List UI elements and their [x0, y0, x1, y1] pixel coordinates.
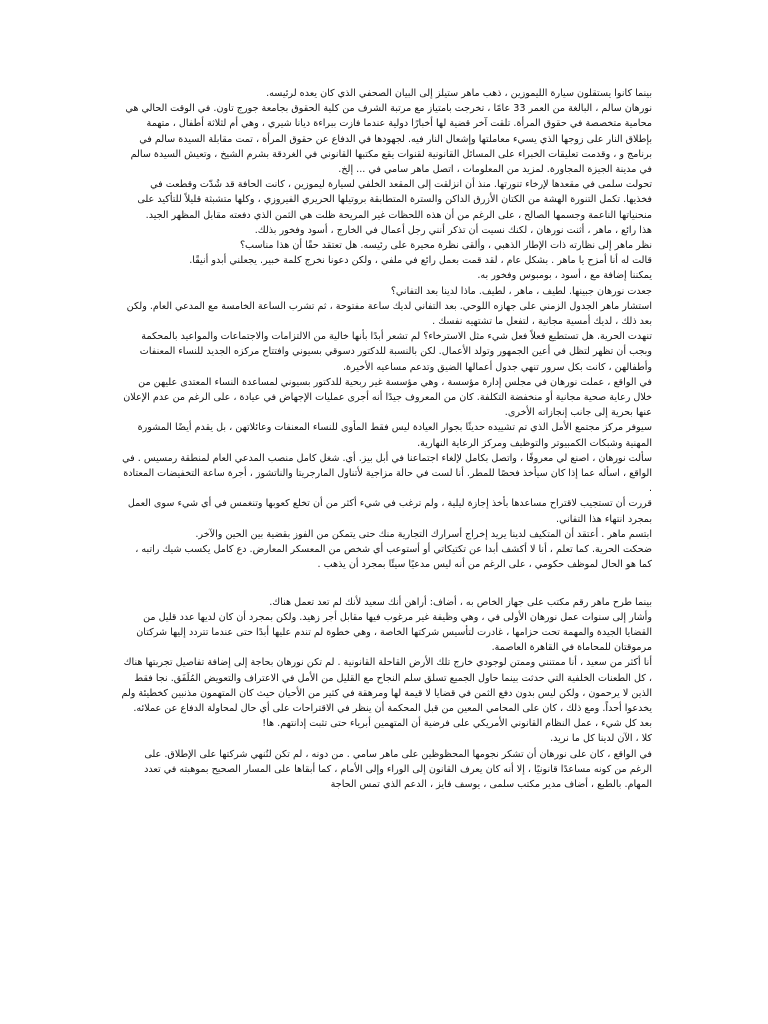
paragraph-all-we-want: كلا ، الآن لدينا كل ما نريد.: [550, 733, 652, 745]
paragraph-call-kamel: سألت نورهان ، اصنع لي معروفًا ، واتصل بكامل لإلغاء اجتماعنا في أبل بيز. أي. شغل كامل منصب المدعي العام لمنطقة رمسيس . في الواقع ، اسأله عما إذا كان سيأخذ فحصًا للمطر. أنا لست في حالة مزاجية لأتناول المارجريتا والناتشوز ، أجرة ساعة التخفيضات المعتادة .: [122, 452, 652, 495]
paragraph-schedule: استشار ماهر الجدول الزمني على جهازه اللوحي. بعد التفاني لديك ساعة مفتوحة ، ثم تشرب الساعة الخامسة مع المدعي العام. ولكن بعد ذلك ، لديك أمسية مجانية ، لتفعل ما تشتهيه نفسك .: [126, 300, 652, 328]
paragraph-after-dedication: جعدت نورهان جبينها. لطيف ، ماهر ، لطيف. ماذا لدينا بعد التفاني؟: [390, 285, 652, 297]
paragraph-maher-smiles: ابتسم ماهر . أعتقد أن المتكيف لدينا يريد إخراج أسرارك التجارية منك حتى يتمكن من الفوز بقضية بين الحين والآخر.: [195, 528, 652, 540]
paragraph-glasses: نظر ماهر إلى نظارته ذات الإطار الذهبي ، وألقى نظرة محيرة على رئيسه. هل تعتقد حقًا أن هذا مناسب؟: [239, 240, 652, 252]
paragraph-night-off: قررت أن تستجيب لاقتراح مساعدها بأخذ إجازة ليلية ، ولم ترغب في شيء أكثر من أن تخلع كعوبها وتنغمس في أي شيء سوى العمل بمجرد انتهاء هذا التفاني.: [127, 498, 652, 525]
paragraph-office-number: بينما طرح ماهر رقم مكتب على جهاز الخاص به ، أضاف: أراهن أنك سعيد لأنك لم تعد تعمل هناك.: [269, 596, 652, 608]
paragraph-expert: قالت له أنا أمزح يا ماهر . بشكل عام ، لقد قمت بعمل رائع في ملفي ، ولكن دعونا نخرج كلمة خبير. يجعلني أبدو أنيقًا.: [189, 255, 652, 267]
paragraph-hope-center: سيوفر مركز مجتمع الأمل الذي تم تشييده حديثًا بجوار العيادة ليس فقط المأوى للنساء المعنفات وعائلاتهن ، بل يقدم أيضًا المشورة المهنية وشبكات الكمبيوتر والتوظيف ومركز الرعاية النهارية.: [137, 422, 652, 449]
paragraph-wasteland: أنا أكثر من سعيد ، أنا ممتنني وممتن لوجودي خارج تلك الأرض القاحلة القانونية . لم تكن نورهان بحاجة إلى إضافة تفاصيل تجربتها هناك ، كل الطعنات الخلفية التي حدثت بينما حاول الجميع تسلق سلم النجاح مع القليل من الأمل في الاعتراف والتعويض المُلَفَق. نجا فقط الذين لا يرحمون ، ولكن ليس بدون دفع الثمن في قضايا لا قيمة لها ومرهقة في كثير من الأحيان حيث كان المتهمون مذنبين كخطيئة ولم يخدعوا أحداً. ومع ذلك ، كان على المحامي المعين من قبل المحكمة أن ينظر في الاقتراحات على أي حال لمحاولة الدفاع عن عملائه. بعد كل شيء ، عمل النظام القانوني الأمريكي على فرضية أن المتهمين أبرياء حتى تثبت إدانتهم. ها!: [121, 657, 652, 730]
paragraph-limousine-intro: بينما كانوا يستقلون سيارة الليموزين ، ذهب ماهر ستيلز إلى البيان الصحفي الذي كان يعده لرئيسه.: [266, 88, 652, 99]
paragraph-laugh: ضحكت الحرية. كما تعلم ، أنا لا أكشف أبدا عن تكتيكاتي أو أستوعب أي شخص من المعسكر المعارض. دع كامل يكسب شيك راتبه ، كما هو الحال لموظف حكومي ، على الرغم من أنه ليس مدعيًا سيئًا بمجرد أن يذهب .: [135, 544, 652, 571]
paragraph-foundation: في الواقع ، عملت نورهان في مجلس إدارة مؤسسة ، وهي مؤسسة غير ربحية للدكتور بسيوني لمساعدة النساء المعتدى عليهن من خلال رعاية صحية مجانية أو منخفضة التكلفة. كان من المعروف جيدًا أنه أجرى عمليات الإجهاض في عيادة ، على الرغم من عدم الإعلان عنها بحرية إلى جانب إنجازاته الأخرى.: [123, 376, 652, 419]
paragraph-business-joke: هذا رائع ، ماهر ، أثنت نورهان ، لكنك نسيت أن تذكر أنني رجل أعمال في الخارج ، أسود وفخور بذلك.: [254, 224, 652, 236]
paragraph-bio: نورهان سالم ، البالغة من العمر 33 عامًا ، تخرجت بامتياز مع مرتبة الشرف من كلية الحقوق بجامعة جورج تاون. في الوقت الحالي هي محامية متخصصة في حقوق المرأة. تلقت آخر قضية لها أخبارًا دولية عندما فازت ببراءة ديانا شيري ، وهي أم لثلاثة أطفال ، متهمة بإطلاق النار على زوجها الذي يسيء معاملتها وإشعال النار فيه. لجهودها في الدفاع عن حقوق المرأة ، تمت مقابلة السيدة سالم في برنامج و ، وقدمت تعليقات الخبراء على المسائل القانونية لقنوات يقع مكتبها القانوني في الغردقة بشرم الشيخ ، وتعيش السيدة سالم في مدينة الجيزة المجاورة. لمزيد من المعلومات ، اتصل ماهر سامي في ... إلخ.: [125, 103, 652, 176]
paragraph-relax: تنهدت الحرية. هل تستطيع فعلاً فعل شيء مثل الاسترخاء؟ لم تشعر أبدًا بأنها خالية من الالتزامات والاجتماعات والمواعيد بالمحكمة وبجب أن تظهر لتظل في أعين الجمهور وتولد الأعمال. لكن بالنسبة للدكتور دسوقي بسيوني وافتتاح مركزه الجديد للنساء المعنفات وأطفالهن ، كانت بكل سرور تنهي جدول أعمالها الضيق وتدعم مساعيه الأخيرة.: [139, 331, 652, 373]
paragraph-lucky-stars: في الواقع ، كان على نورهان أن تشكر نجومها المحظوظين على ماهر سامي . من دونه ، لم تكن لتُنهي شركتها على الإطلاق. على الرغم من كونه مساعدًا قانونيًا ، إلا أنه كان يعرف القانون إلى الوراء وإلى الأمام ، كما أبقاها على المسار الصحيح بموهبته في تعدد المهام. بالطبع ، أضاف مدير مكتب سلمى ، يوسف فايز ، الدعم الذي تمس الحاجة: [144, 748, 652, 790]
paragraph-early-years: وأشار إلى سنوات عمل نورهان الأولى في ، وهي وظيفة غير مرغوب فيها مقابل أجر زهيد. ولكن بمجرد أن كان لديها عدد قليل من القضايا الجيدة والمهمة تحت حزامها ، غادرت لتأسيس شركتها الخاصة ، وهي خطوة لم تندم عليها أبدًا حتى عندما تتردد إليها شركتان مرموقتان للمحاماة في القاهرة العاصمة.: [136, 611, 652, 654]
document-body: [120, 86, 652, 792]
paragraph-skirt: تحولت سلمى في مقعدها لإرخاء تنورتها. منذ أن انزلقت إلى المقعد الخلفي لسيارة ليموزين ، كانت الحافة قد شُدّت وقطعت في فخذيها. تكمل التنورة الهشة من الكتان الأزرق الداكن والسترة المتطابقة بروتيلها الحريري الفيروزي ، وكلها متشبثة قليلاً للتأكيد على منحنياتها الناعمة وجسمها الصالح ، على الرغم من أن هذه اللحظات غير المريحة ظلت هي الثمن الذي دفعته مقابل المظهر الجيد.: [137, 179, 652, 221]
paragraph-add-proud: يمكننا إضافة مع ، أسود ، بومبوس وفخور به.: [477, 270, 652, 282]
section-break: [120, 573, 652, 595]
